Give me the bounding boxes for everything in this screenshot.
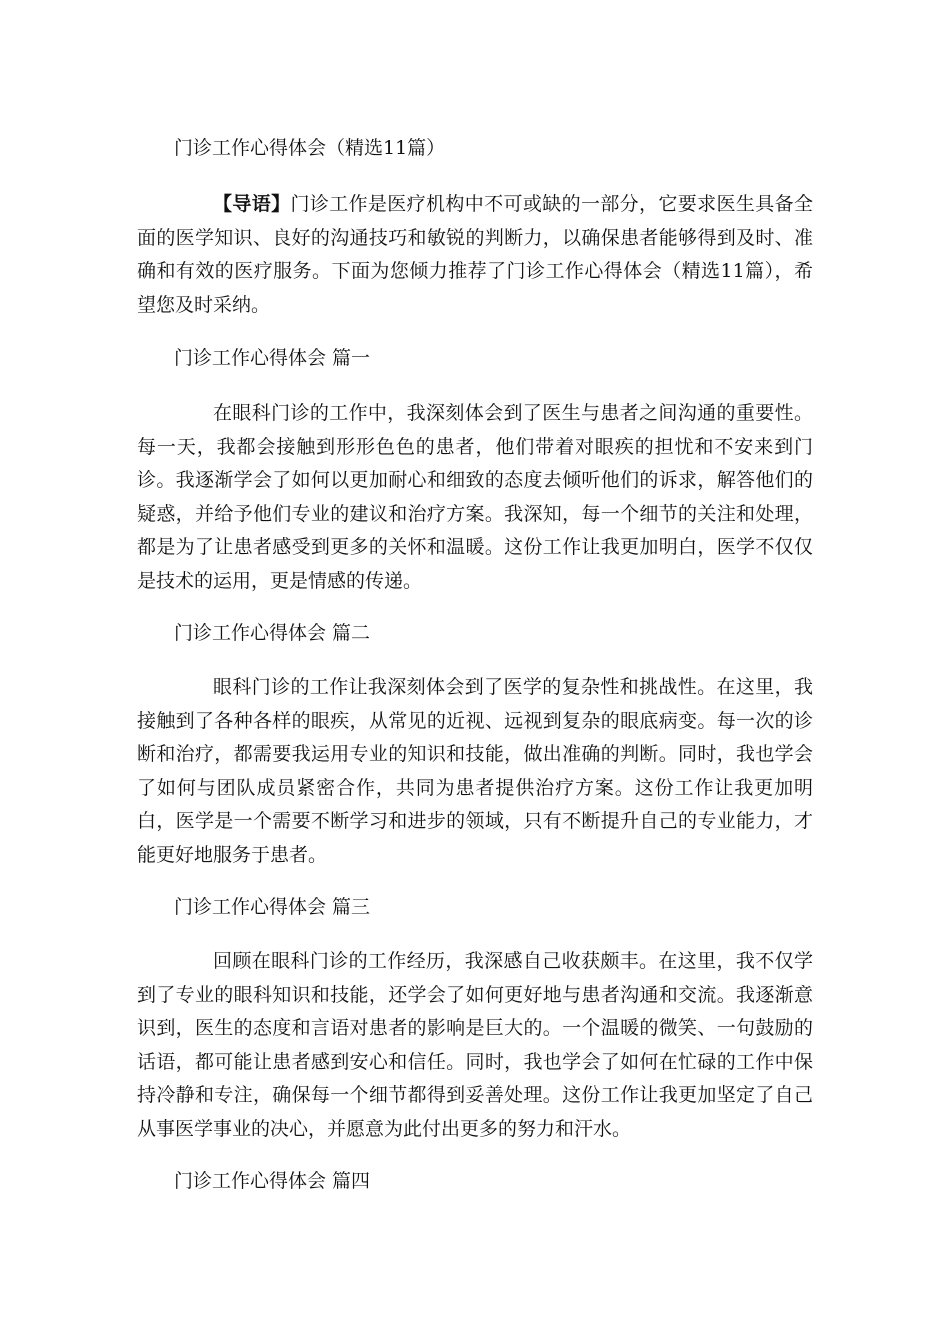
section-body-3: 回顾在眼科门诊的工作经历，我深感自己收获颇丰。在这里，我不仅学到了专业的眼科知识和技能，还学会了如何更好地与患者沟通和交流。我逐渐意识到，医生的态度和言语对患者的影响是巨大的。一个温暖的微笑、一句鼓励的话语，都可能让患者感到安心和信任。同时，我也学会了如何在忙碌的工作中保持冷静和专注，确保每一个细节都得到妥善处理。这份工作让我更加坚定了自己从事医学事业的决心，并愿意为此付出更多的努力和汗水。	[137, 950, 813, 1140]
section-body-1: 在眼科门诊的工作中，我深刻体会到了医生与患者之间沟通的重要性。每一天，我都会接触到形形色色的患者，他们带着对眼疾的担忧和不安来到门诊。我逐渐学会了如何以更加耐心和细致的态度去倾听他们的诉求，解答他们的疑惑，并给予他们专业的建议和治疗方案。我深知，每一个细节的关注和处理，都是为了让患者感受到更多的关怀和温暖。这份工作让我更加明白，医学不仅仅是技术的运用，更是情感的传递。	[137, 402, 813, 592]
intro-paragraph	[137, 188, 813, 322]
document-title: 门诊工作心得体会（精选11篇）	[174, 137, 446, 159]
intro-tag: 【导语】	[213, 193, 291, 215]
section-body-2: 眼科门诊的工作让我深刻体会到了医学的复杂性和挑战性。在这里，我接触到了各种各样的眼疾，从常见的近视、远视到复杂的眼底病变。每一次的诊断和治疗，都需要我运用专业的知识和技能，做出准确的判断。同时，我也学会了如何与团队成员紧密合作，共同为患者提供治疗方案。这份工作让我更加明白，医学是一个需要不断学习和进步的领域，只有不断提升自己的专业能力，才能更好地服务于患者。	[137, 676, 813, 866]
section-heading-1: 门诊工作心得体会 篇一	[174, 347, 371, 369]
section-heading-2: 门诊工作心得体会 篇二	[174, 622, 371, 644]
intro-text: 门诊工作是医疗机构中不可或缺的一部分，它要求医生具备全面的医学知识、良好的沟通技巧和敏锐的判断力，以确保患者能够得到及时、准确和有效的医疗服务。下面为您倾力推荐了门诊工作心得体会（精选11篇），希望您及时采纳。	[137, 193, 813, 316]
section-heading-4: 门诊工作心得体会 篇四	[174, 1170, 371, 1192]
section-heading-3: 门诊工作心得体会 篇三	[174, 896, 371, 918]
